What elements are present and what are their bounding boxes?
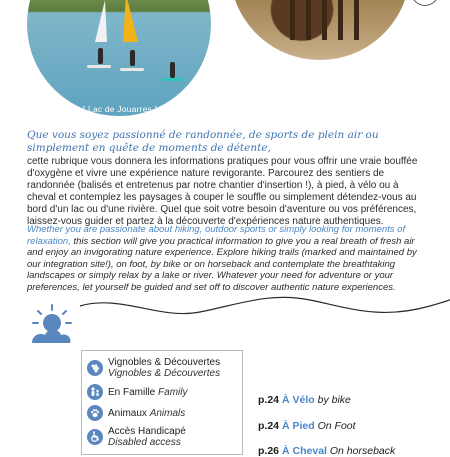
toc-title-fr: À Cheval bbox=[282, 445, 327, 457]
intro-english bbox=[27, 224, 427, 294]
legend-item-disabled-access bbox=[87, 426, 186, 448]
intro-english-rest: this section will give you practical information to give you a real breath of fresh air and enjoy an invigorating nature experience. Explore hiking trails (marked and maintained by our integration site!), on foot, by bike or on horseback and contemplate the breathtaking landscapes or simply relax by a lake or river. Whatever your need for adventure or your preferences, let yourself be guided and set off to discover authentic nature experiences. bbox=[27, 235, 417, 293]
legend-item-animals bbox=[87, 405, 185, 421]
windsurf-board bbox=[120, 68, 144, 71]
toc-title-fr: À Pied bbox=[282, 420, 315, 432]
intro-french-body: cette rubrique vous donnera les informations pratiques pour vous offrir une vraie bouffée d'oxygène et vivre une expérience nature revigorante. Parcourez des sentiers de randonnée (balisés et entretenus par notre chantier d'insertion !), à pied, à vélo ou à cheval et contemplez les paysages à couper le souffle ou simplement détendez-vous au bord d'un lac ou d'une rivière. Quel que soit votre besoin d'aventure ou vos préférences, laissez-vous guider et partez à la découverte d'expériences nature authentiques. bbox=[27, 156, 418, 227]
toc-page-number: p.24 bbox=[258, 420, 280, 432]
toc-title-en: On Foot bbox=[317, 420, 356, 432]
legend-label-en: Animals bbox=[149, 407, 186, 419]
windsurfer-figure bbox=[130, 50, 135, 66]
legend-label: Accès Handicapé bbox=[108, 426, 186, 437]
intro-french-lead bbox=[27, 129, 427, 155]
windsurf-sail-yellow bbox=[123, 0, 138, 42]
corner-badge bbox=[411, 0, 439, 6]
lake-photo bbox=[27, 0, 211, 116]
legend-label: En Famille bbox=[108, 386, 156, 398]
intro-handwritten-text: Que vous soyez passionné de randonnée, de sports de plein air ou simplement en quête de moments de détente, bbox=[27, 129, 379, 154]
windsurfer-figure bbox=[98, 48, 103, 64]
toc-entry-horseback[interactable] bbox=[258, 445, 448, 457]
lake-photo-caption: [ Lac de Jouarres ] bbox=[82, 104, 158, 114]
toc-page-number: p.26 bbox=[258, 445, 280, 457]
toc-entry-bike[interactable] bbox=[258, 394, 448, 406]
toc-page-number: p.24 bbox=[258, 394, 280, 406]
sun-cloud-icon bbox=[26, 301, 76, 351]
toc-title-fr: À Vélo bbox=[282, 394, 315, 406]
paddler-figure bbox=[170, 62, 175, 78]
windsurf-sail-white bbox=[95, 0, 107, 42]
legend-label-en: Family bbox=[158, 386, 188, 398]
legend-box bbox=[81, 350, 243, 455]
toc-entry-foot[interactable] bbox=[258, 420, 448, 432]
grape-icon bbox=[87, 360, 103, 376]
legend-label: Vignobles & Découvertes bbox=[108, 357, 221, 368]
horse-photo bbox=[230, 0, 410, 60]
legend-item-family bbox=[87, 384, 187, 400]
family-icon bbox=[87, 384, 103, 400]
paddle-board bbox=[162, 78, 184, 81]
legend-sublabel: Disabled access bbox=[108, 437, 181, 448]
paw-icon bbox=[87, 405, 103, 421]
legend-label: Animaux bbox=[108, 407, 147, 419]
horse-legs bbox=[290, 0, 360, 40]
legend-item-vineyards bbox=[87, 357, 220, 379]
toc-title-en: by bike bbox=[317, 394, 351, 406]
wheelchair-icon bbox=[87, 429, 103, 445]
windsurf-board bbox=[87, 65, 111, 68]
legend-sublabel: Vignobles & Découvertes bbox=[108, 368, 221, 379]
toc-title-en: On horseback bbox=[329, 445, 396, 457]
intro-english-lead: Whether you are passionate about hiking, outdoor sports or simply looking for moments of relaxation, bbox=[27, 224, 406, 247]
